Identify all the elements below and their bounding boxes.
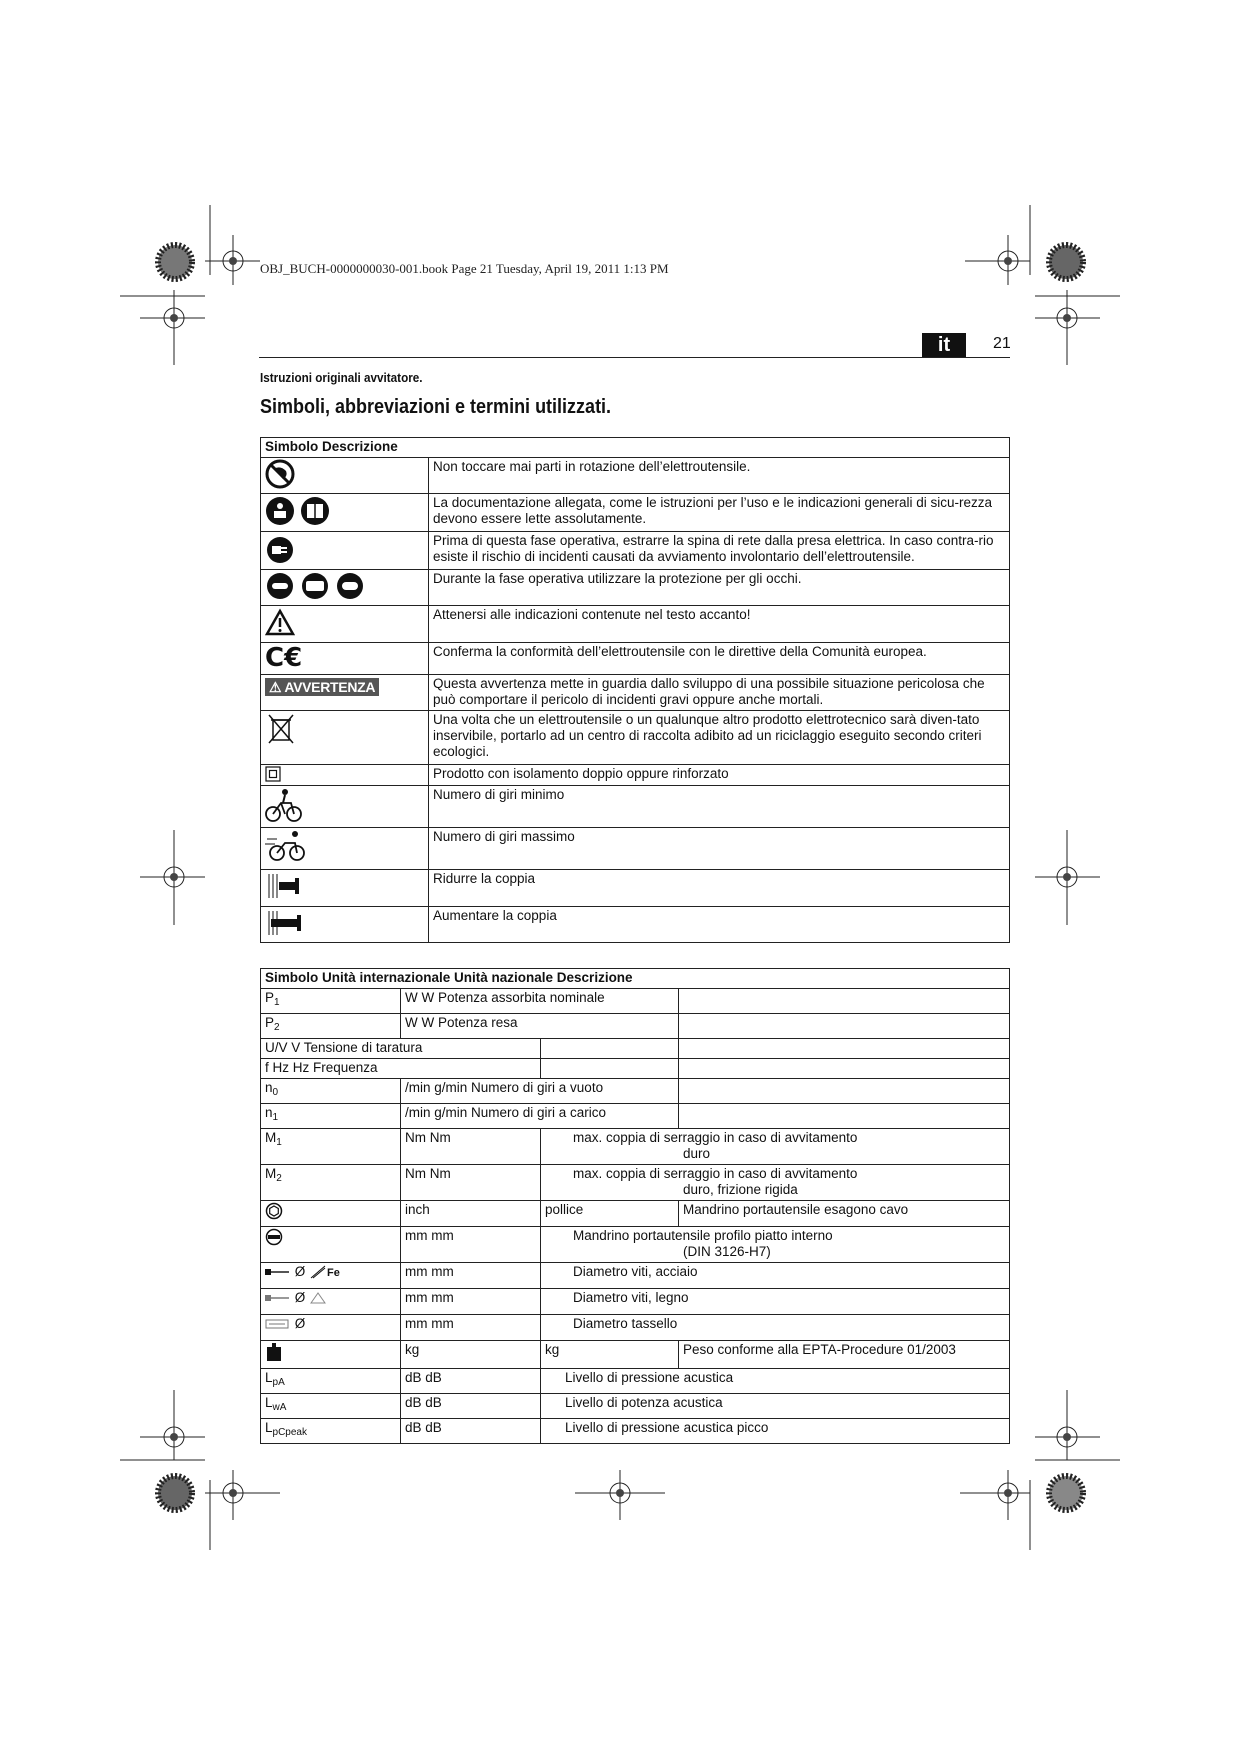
document-subtitle: Istruzioni originali avvitatore. [260,370,423,385]
symbol-subscript: wA [272,1402,287,1413]
read-manual-icons [261,494,429,532]
warning-badge [261,675,429,711]
symbol-subscript: 2 [276,1173,282,1184]
header-text: Simbolo Unità internazionale Unità nazionale Descrizione [265,970,633,985]
desc-line-1: Diametro viti, legno [573,1290,689,1305]
symbol-cell [261,1165,401,1201]
symbols-table [260,437,1010,943]
table-row [261,1079,1010,1104]
symbol-text: n [265,1080,273,1095]
row-description: Aumentare la coppia [429,907,1010,943]
row-description: Conferma la conformità dell’elettroutensile con le direttive della Comunità europea. [429,643,1010,675]
unit-cell: kg [401,1341,541,1369]
unit-cell: kg [541,1341,679,1369]
symbol-cell [261,1039,541,1059]
desc-cell [541,1394,1010,1419]
units-table [260,968,1010,1444]
table-row [261,1341,1010,1369]
row-description: La documentazione allegata, come le istruzioni per l’uso e le indicazioni generali di sicu-rezza devono essere lette assolutamente. [429,494,1010,532]
table-row [261,643,1010,675]
table-row [261,870,1010,907]
slow-bicycle-icon [261,786,429,828]
desc-line-1: Livello di potenza acustica [565,1395,723,1410]
table-row [261,989,1010,1014]
unit-cell: dB dB [401,1394,541,1419]
table-row [261,765,1010,786]
table-row [261,786,1010,828]
desc-line-1: Diametro tassello [573,1316,678,1331]
unit-cell: dB dB [401,1369,541,1394]
desc-line-1: max. coppia di serraggio in caso di avvitamento [573,1130,858,1145]
row-description: Numero di giri massimo [429,828,1010,870]
section-title: Simboli, abbreviazioni e termini utilizzati. [260,396,612,418]
symbol-subscript: 1 [272,1112,279,1123]
header-text: Simbolo Descrizione [265,439,398,454]
unit-cell [541,1059,679,1079]
desc-cell [541,1369,1010,1394]
anchor-icon [261,1315,401,1341]
unit-cell: dB dB [401,1419,541,1444]
unit-cell: mm mm [401,1227,541,1263]
table-row [261,1039,1010,1059]
no-touch-rotating-icon [261,458,429,494]
desc-cell: Peso conforme alla EPTA-Procedure 01/2003 [679,1341,1010,1369]
desc-cell [679,1059,1010,1079]
ce-mark-icon [261,643,429,675]
double-insulation-icon [261,765,429,786]
symbol-cell [261,989,401,1014]
symbol-cell [261,1059,541,1079]
desc-cell [679,989,1010,1014]
unit-cell: mm mm [401,1289,541,1315]
desc-cell [679,1014,1010,1039]
table-row [261,1129,1010,1165]
unit-cell: Nm Nm [401,1165,541,1201]
symbol-text: L [265,1420,273,1435]
desc-line-2: duro, frizione rigida [683,1182,798,1197]
screw-wood-icon [261,1289,401,1315]
row-description: Questa avvertenza mette in guardia dallo sviluppo di una possibile situazione pericolosa che può comportare il pericolo di incidenti gravi oppure anche mortali. [429,675,1010,711]
desc-line-1: Livello di pressione acustica picco [565,1420,769,1435]
unit-cell: mm mm [401,1263,541,1289]
symbol-subscript: 2 [274,1022,280,1033]
warning-badge-text: AVVERTENZA [284,679,376,695]
ce-mark-text: C€ [265,643,303,673]
table-header-row [261,438,1010,458]
desc-cell [679,1104,1010,1129]
unit-cell: W W Potenza resa [401,1014,679,1039]
symbol-cell [261,1014,401,1039]
desc-cell [541,1315,1010,1341]
fast-bicycle-icon [261,828,429,870]
desc-cell: Mandrino portautensile esagono cavo [679,1201,1010,1227]
symbol-cell [261,1104,401,1129]
desc-line-1: Diametro viti, acciaio [573,1264,698,1279]
table-row [261,711,1010,765]
table-row [261,1315,1010,1341]
symbol-text: U/V V Tensione di taratura [265,1040,423,1055]
table-row [261,1289,1010,1315]
symbol-text: L [265,1395,273,1410]
table-row [261,458,1010,494]
screw-steel-icon [261,1263,401,1289]
table-row [261,1419,1010,1444]
table-row [261,828,1010,870]
unit-cell: /min g/min Numero di giri a vuoto [401,1079,679,1104]
unit-cell: W W Potenza assorbita nominale [401,989,679,1014]
row-description: Ridurre la coppia [429,870,1010,907]
symbol-subscript: pA [272,1377,285,1388]
desc-line-1: max. coppia di serraggio in caso di avvitamento [573,1166,858,1181]
units-table-header [261,969,1010,989]
symbol-text: M [265,1166,277,1181]
desc-line-2: (DIN 3126-H7) [683,1244,771,1259]
row-description: Non toccare mai parti in rotazione dell’elettroutensile. [429,458,1010,494]
unit-cell: mm mm [401,1315,541,1341]
symbol-subscript: 1 [274,997,280,1008]
flat-chuck-icon [261,1227,401,1263]
symbol-text: M [265,1130,277,1145]
symbol-cell [261,1129,401,1165]
table-row [261,1201,1010,1227]
table-row [261,1059,1010,1079]
book-info-line: OBJ_BUCH-0000000030-001.book Page 21 Tuesday, April 19, 2011 1:13 PM [260,261,669,276]
desc-line-1: Livello di pressione acustica [565,1370,734,1385]
reduce-torque-icon [261,870,429,907]
table-row [261,1394,1010,1419]
language-badge: it [922,333,966,357]
symbol-subscript: 0 [272,1087,279,1098]
unit-cell: Nm Nm [401,1129,541,1165]
row-description: Durante la fase operativa utilizzare la protezione per gli occhi. [429,570,1010,606]
table-row [261,1227,1010,1263]
symbol-cell [261,1079,401,1104]
unit-cell [541,1039,679,1059]
desc-cell [679,1079,1010,1104]
table-row [261,606,1010,643]
table-row [261,1369,1010,1394]
diameter-symbol: Ø [294,1316,306,1331]
table-header-row [261,969,1010,989]
eye-protection-icons [261,570,429,606]
table-row [261,1014,1010,1039]
desc-cell [541,1263,1010,1289]
symbol-cell [261,1419,401,1444]
row-description: Numero di giri minimo [429,786,1010,828]
symbol-cell [261,1394,401,1419]
increase-torque-icon [261,907,429,943]
desc-cell [541,1227,1010,1263]
row-description: Attenersi alle indicazioni contenute nel testo accanto! [429,606,1010,643]
unplug-icon [261,532,429,570]
row-description: Prima di questa fase operativa, estrarre la spina di rete dalla presa elettrica. In caso contra-rio esiste il rischio di incidenti causati da avviamento involontario dell’elettroutensile. [429,532,1010,570]
table-row [261,1263,1010,1289]
unit-cell: inch [401,1201,541,1227]
symbol-text: f Hz Hz Frequenza [265,1060,378,1075]
desc-cell [541,1289,1010,1315]
row-description: Una volta che un elettroutensile o un qualunque altro prodotto elettrotecnico sarà diven-tato inservibile, portarlo ad un centro di raccolta adibito ad un riciclaggio eseguito secondo criteri ecologici. [429,711,1010,765]
desc-cell [541,1419,1010,1444]
table-row [261,1165,1010,1201]
unit-cell: pollice [541,1201,679,1227]
desc-cell [541,1165,1010,1201]
symbol-text: P [265,990,275,1005]
desc-line-1: Mandrino portautensile profilo piatto interno [573,1228,833,1243]
table-row [261,570,1010,606]
symbol-cell [261,1369,401,1394]
warning-triangle-icon [261,606,429,643]
fe-label: Fe [327,1267,340,1279]
hex-chuck-icon [261,1201,401,1227]
table-row [261,532,1010,570]
symbol-text: L [265,1370,273,1385]
symbol-subscript: pCpeak [272,1427,307,1438]
header-rule [259,357,1010,358]
table-row [261,675,1010,711]
symbol-text: P [265,1015,275,1030]
unit-cell: /min g/min Numero di giri a carico [401,1104,679,1129]
weight-icon [261,1341,401,1369]
table-row [261,494,1010,532]
symbol-subscript: 1 [276,1137,282,1148]
symbols-table-header [261,438,1010,458]
desc-cell [541,1129,1010,1165]
row-description: Prodotto con isolamento doppio oppure rinforzato [429,765,1010,786]
table-row [261,907,1010,943]
symbol-text: n [265,1105,273,1120]
crossed-bin-icon [261,711,429,765]
desc-line-2: duro [683,1146,711,1161]
table-row [261,1104,1010,1129]
desc-cell [679,1039,1010,1059]
diameter-symbol: Ø [294,1264,306,1279]
warning-badge-label: ⚠ AVVERTENZA [265,678,379,696]
diameter-symbol: Ø [294,1290,306,1305]
page-number: 21 [993,335,1011,352]
